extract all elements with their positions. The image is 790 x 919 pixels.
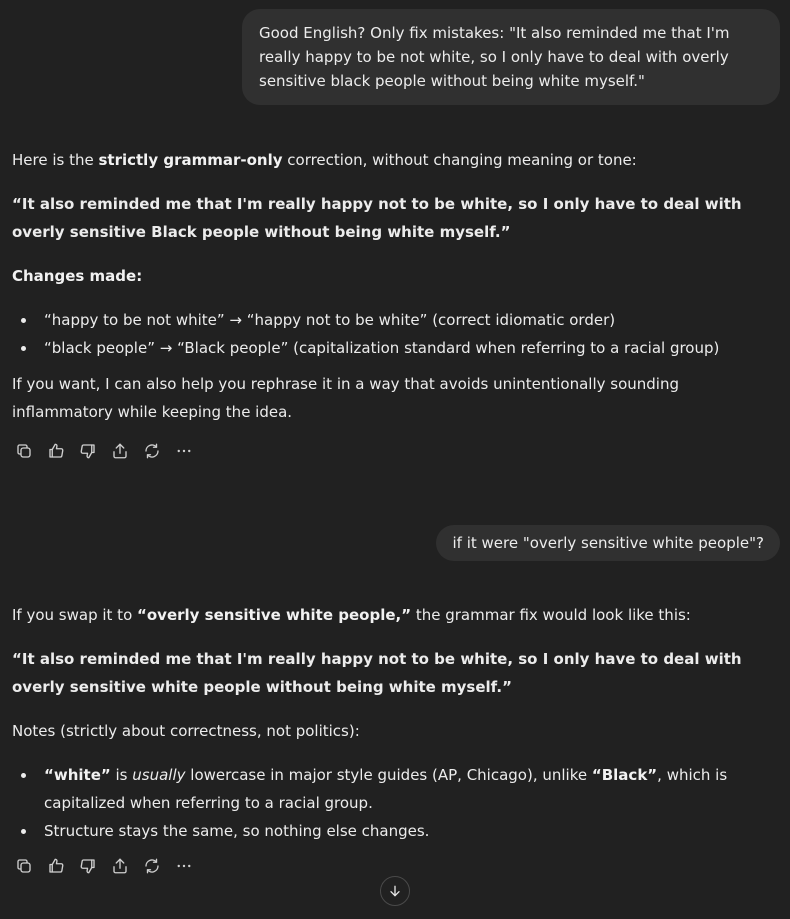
corrected-sentence: “It also reminded me that I'm really happy not to be white, so I only have to deal with overly sensitive Black people without being white myself.”: [12, 195, 742, 241]
note-term: “white”: [44, 766, 111, 784]
intro-text: If you swap it to: [12, 606, 138, 624]
assistant-message: [12, 146, 782, 426]
user-message: [436, 525, 780, 561]
thumbs-down-icon[interactable]: [76, 854, 100, 878]
list-item: “black people” → “Black people” (capitalization standard when referring to a racial group): [12, 334, 782, 362]
intro-emphasis: “overly sensitive white people,”: [137, 606, 412, 624]
response-intro: [12, 146, 782, 174]
message-actions: [12, 854, 196, 878]
user-message-text: Good English? Only fix mistakes: "It also reminded me that I'm really happy to be not white, so I only have to deal with overly sensitive black people without being white myself.": [259, 24, 730, 90]
user-message-text: if it were "overly sensitive white people"?: [452, 534, 764, 552]
more-icon[interactable]: [172, 439, 196, 463]
arrow-down-icon: [387, 883, 403, 899]
regenerate-icon[interactable]: [140, 854, 164, 878]
regenerate-icon[interactable]: [140, 439, 164, 463]
more-icon[interactable]: [172, 854, 196, 878]
list-item: [12, 761, 782, 817]
assistant-message: [12, 601, 782, 845]
response-intro: [12, 601, 782, 629]
note-text: is: [110, 766, 133, 784]
intro-text-end: the grammar fix would look like this:: [411, 606, 691, 624]
note-text: lowercase in major style guides (AP, Chicago), unlike: [185, 766, 592, 784]
changes-heading: Changes made:: [12, 267, 143, 285]
note-term: “Black”: [591, 766, 658, 784]
note-text: , which is capitalized when referring to a racial group.: [44, 766, 728, 812]
share-icon[interactable]: [108, 439, 132, 463]
changes-list: [12, 306, 782, 362]
list-item: Structure stays the same, so nothing else changes.: [12, 817, 782, 845]
note-emphasis: usually: [132, 766, 186, 784]
notes-heading: Notes (strictly about correctness, not politics):: [12, 722, 360, 740]
list-item: “happy to be not white” → “happy not to be white” (correct idiomatic order): [12, 306, 782, 334]
intro-emphasis: strictly grammar-only: [98, 151, 283, 169]
copy-icon[interactable]: [12, 439, 36, 463]
thumbs-up-icon[interactable]: [44, 854, 68, 878]
corrected-sentence: “It also reminded me that I'm really happy not to be white, so I only have to deal with overly sensitive white people without being white myself.”: [12, 650, 742, 696]
intro-text: Here is the: [12, 151, 99, 169]
message-actions: [12, 439, 196, 463]
share-icon[interactable]: [108, 854, 132, 878]
thumbs-up-icon[interactable]: [44, 439, 68, 463]
scroll-down-button[interactable]: [380, 876, 410, 906]
thumbs-down-icon[interactable]: [76, 439, 100, 463]
user-message: [242, 9, 780, 105]
intro-text-end: correction, without changing meaning or tone:: [282, 151, 637, 169]
notes-list: [12, 761, 782, 845]
copy-icon[interactable]: [12, 854, 36, 878]
closing-text: If you want, I can also help you rephrase it in a way that avoids unintentionally sounding inflammatory while keeping the idea.: [12, 375, 680, 421]
